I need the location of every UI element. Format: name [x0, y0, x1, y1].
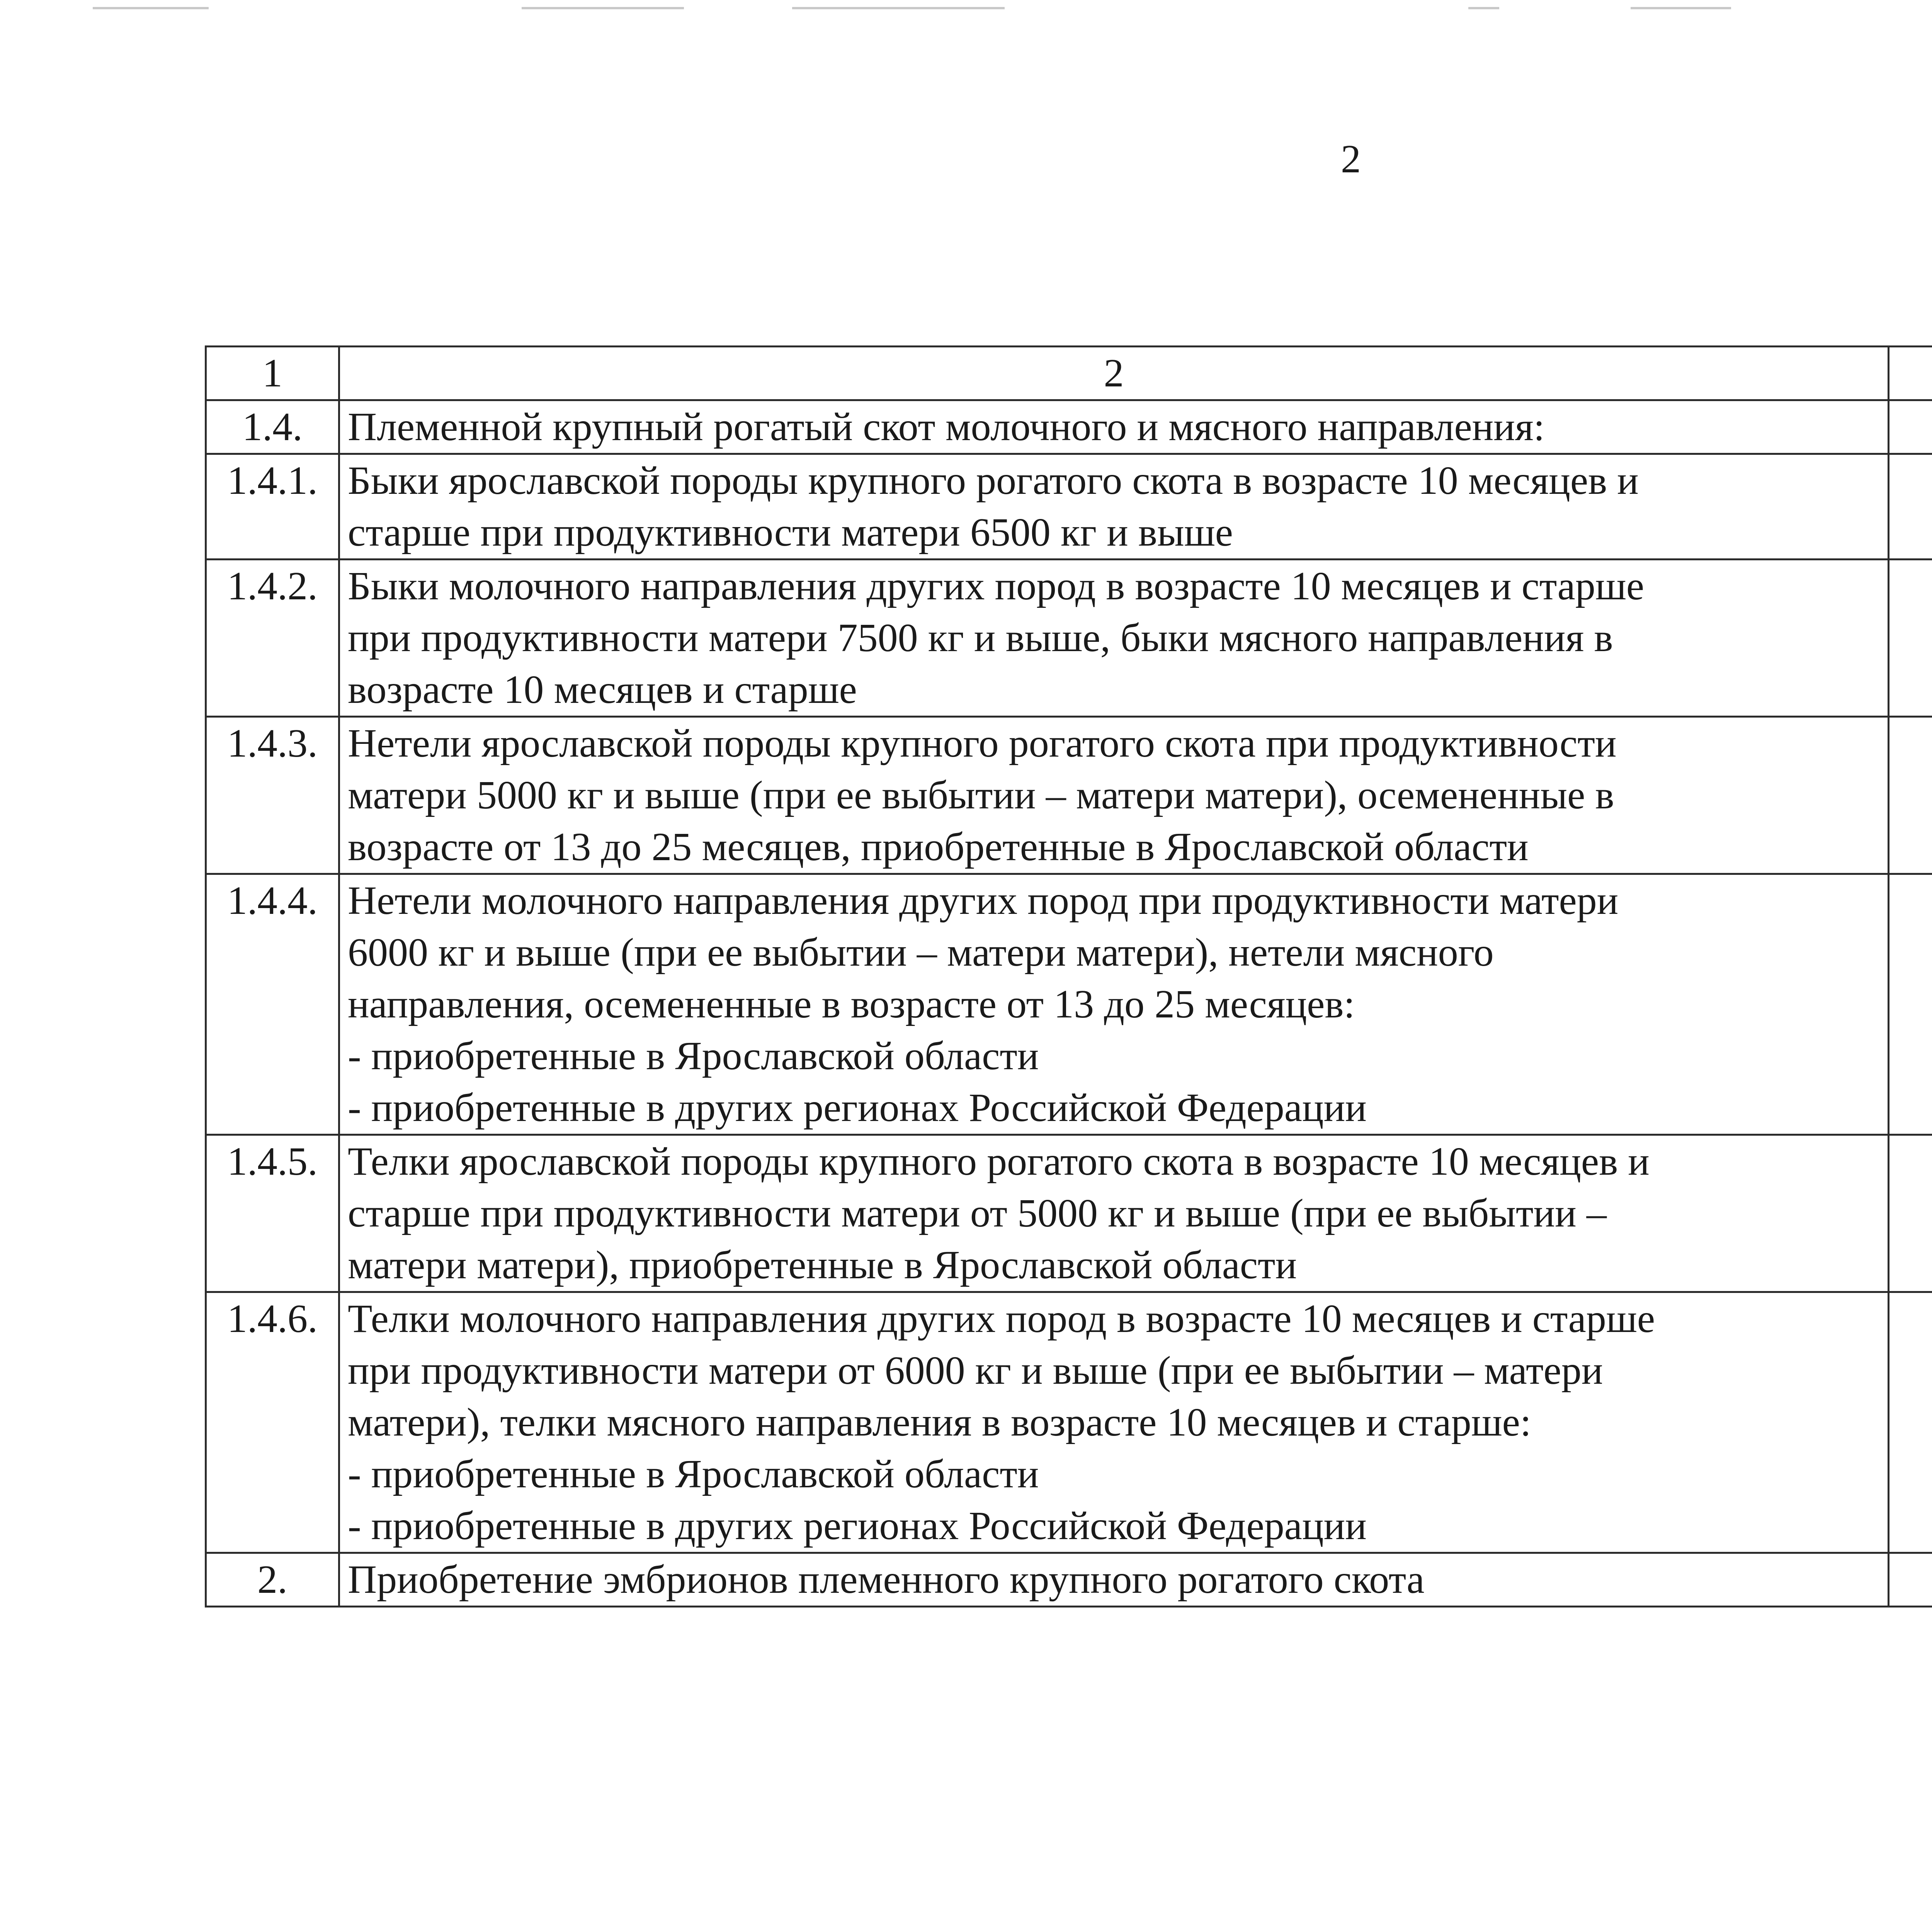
table-row — [206, 874, 1932, 1135]
scan-artifact — [1631, 7, 1731, 9]
row-number-cell: 1.4.5. — [206, 1135, 339, 1292]
description-cell — [339, 874, 1889, 1135]
header-cell-unit — [1889, 347, 1932, 400]
unit-value — [1897, 507, 1932, 558]
unit-cell — [1889, 454, 1932, 560]
description-cell — [339, 560, 1889, 717]
description-line: старше при продуктивности матери от 5000 кг и выше (при ее выбытии – — [348, 1191, 1607, 1235]
scan-artifact — [1468, 7, 1499, 9]
unit-cell — [1889, 1292, 1932, 1553]
table-row — [206, 400, 1932, 454]
row-number-cell: 1.4. — [206, 400, 339, 454]
unit-value — [1897, 1500, 1932, 1552]
description-cell — [339, 1292, 1889, 1553]
description-line: Быки ярославской породы крупного рогатого скота в возрасте 10 месяцев и — [348, 458, 1639, 503]
row-number-cell: 1.4.6. — [206, 1292, 339, 1553]
unit-value — [1897, 821, 1932, 873]
description-line: старше при продуктивности матери 6500 кг и выше — [348, 510, 1233, 555]
description-line: Телки молочного направления других пород в возрасте 10 месяцев и старше — [348, 1296, 1655, 1341]
tariff-table-body — [206, 347, 1932, 1607]
row-number-cell: 2. — [206, 1553, 339, 1607]
row-number-cell: 1.4.4. — [206, 874, 339, 1135]
row-number-cell: 1.4.3. — [206, 717, 339, 874]
unit-cell — [1889, 1553, 1932, 1607]
description-line: при продуктивности матери от 6000 кг и выше (при ее выбытии – матери — [348, 1348, 1603, 1393]
unit-cell — [1889, 400, 1932, 454]
unit-value — [1897, 1239, 1932, 1291]
table-row — [206, 454, 1932, 560]
description-line: - приобретенные в других регионах Российской Федерации — [348, 1504, 1367, 1548]
description-line: Нетели молочного направления других пород при продуктивности матери — [348, 878, 1619, 923]
description-line: Быки молочного направления других пород в возрасте 10 месяцев и старше — [348, 564, 1645, 608]
unit-value — [1897, 1554, 1932, 1606]
unit-value — [1897, 1082, 1932, 1134]
header-cell-number: 1 — [206, 347, 339, 400]
unit-cell — [1889, 1135, 1932, 1292]
scan-artifact — [93, 7, 209, 9]
table-row — [206, 717, 1932, 874]
header-cell-description: 2 — [339, 347, 1889, 400]
description-line: возрасте 10 месяцев и старше — [348, 667, 857, 712]
tariff-table — [205, 345, 1932, 1608]
unit-cell — [1889, 717, 1932, 874]
table-row — [206, 1292, 1932, 1553]
description-line: Приобретение эмбрионов племенного крупного рогатого скота — [348, 1557, 1425, 1602]
unit-value — [1897, 1030, 1932, 1082]
description-line: возрасте от 13 до 25 месяцев, приобретенные в Ярославской области — [348, 825, 1529, 869]
description-cell — [339, 454, 1889, 560]
unit-value — [1897, 664, 1932, 716]
table-row — [206, 560, 1932, 717]
description-line: Телки ярославской породы крупного рогатого скота в возрасте 10 месяцев и — [348, 1139, 1650, 1184]
description-cell — [339, 1553, 1889, 1607]
description-line: матери), телки мясного направления в возрасте 10 месяцев и старше: — [348, 1400, 1531, 1444]
description-line: матери 5000 кг и выше (при ее выбытии – матери матери), осемененные в — [348, 773, 1614, 817]
description-line: при продуктивности матери 7500 кг и выше, быки мясного направления в — [348, 616, 1613, 660]
table-row — [206, 1135, 1932, 1292]
scan-artifact — [792, 7, 1005, 9]
unit-cell — [1889, 874, 1932, 1135]
description-line: - приобретенные в других регионах Российской Федерации — [348, 1085, 1367, 1130]
description-line: направления, осемененные в возрасте от 13 до 25 месяцев: — [348, 982, 1355, 1026]
row-number-cell: 1.4.2. — [206, 560, 339, 717]
description-line: - приобретенные в Ярославской области — [348, 1452, 1039, 1496]
unit-value — [1897, 401, 1932, 453]
description-line: матери матери), приобретенные в Ярославской области — [348, 1243, 1297, 1287]
description-cell — [339, 400, 1889, 454]
page-number: 2 — [1341, 137, 1361, 181]
table-row — [206, 1553, 1932, 1607]
description-line: 6000 кг и выше (при ее выбытии – матери матери), нетели мясного — [348, 930, 1494, 975]
unit-cell — [1889, 560, 1932, 717]
row-number-cell: 1.4.1. — [206, 454, 339, 560]
unit-value — [1897, 1448, 1932, 1500]
description-line: Племенной крупный рогатый скот молочного и мясного направления: — [348, 405, 1545, 449]
scan-artifact — [522, 7, 684, 9]
description-cell — [339, 717, 1889, 874]
description-line: Нетели ярославской породы крупного рогатого скота при продуктивности — [348, 721, 1617, 765]
header-row — [206, 347, 1932, 400]
description-line: - приобретенные в Ярославской области — [348, 1034, 1039, 1078]
description-cell — [339, 1135, 1889, 1292]
